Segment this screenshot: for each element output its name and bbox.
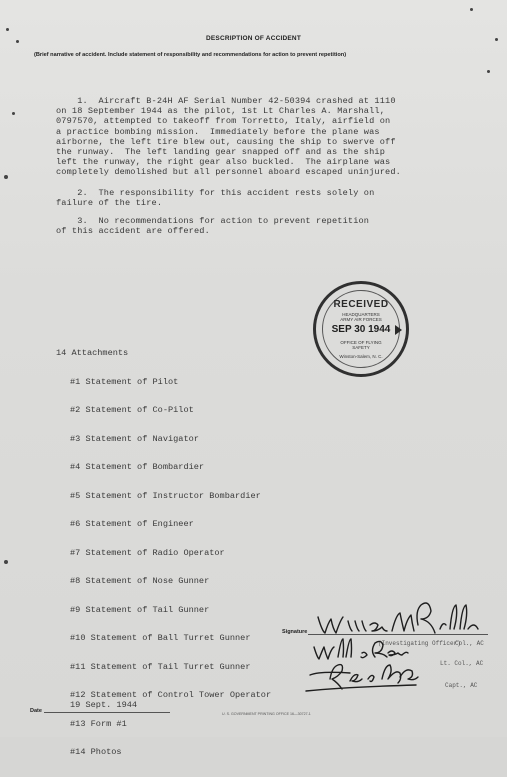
attachment-item: #6 Statement of Engineer <box>70 519 194 529</box>
form-instruction: (Brief narrative of accident. Include statement of responsibility and recommendations for action to prevent repetition) <box>34 52 347 58</box>
narrative-paragraph-2: 2. The responsibility for this accident rests solely on failure of the tire. <box>56 188 375 209</box>
stamp-place: Winston-Salem, N. C. <box>339 354 383 359</box>
attachment-item: #11 Statement of Tail Turret Gunner <box>70 661 251 672</box>
attachment-item: #13 Form #1 <box>70 718 127 729</box>
signature-label: Signature <box>282 629 308 635</box>
stamp-date: SEP 30 1944 <box>331 324 391 335</box>
stamp-received: RECEIVED <box>333 299 389 310</box>
paper-speck <box>495 38 498 41</box>
page-title: DESCRIPTION OF ACCIDENT <box>205 35 301 42</box>
printer-imprint: U. S. GOVERNMENT PRINTING OFFICE 16—30727-1 <box>222 712 311 716</box>
signature-rank-2: Lt. Col., AC <box>440 660 484 667</box>
signature-title: (Investigating Officer) <box>378 640 461 647</box>
narrative-paragraph-3: 3. No recommendations for action to prevent repetition of this accident are offered. <box>56 216 370 237</box>
attachment-item: #14 Photos <box>70 747 122 757</box>
paper-speck <box>470 8 473 11</box>
signature-rank-1: Col., AC <box>455 640 484 647</box>
stamp-arrow-icon <box>395 325 402 335</box>
attachment-item: #9 Statement of Tail Gunner <box>70 604 210 615</box>
attachment-item: #3 Statement of Navigator <box>70 433 199 444</box>
attachment-item: #5 Statement of Instructor Bombardier <box>70 490 261 501</box>
attachment-item: #1 Statement of Pilot <box>70 376 179 387</box>
date-line <box>44 712 170 713</box>
paper-speck <box>12 112 15 115</box>
handwritten-signatures <box>300 595 507 725</box>
signature-rank-3: Capt., AC <box>445 682 478 689</box>
narrative-paragraph-1: 1. Aircraft B-24H AF Serial Number 42-50394 crashed at 1110 on 18 September 1944 as the pilot, 1st Lt Charles A. Marshall, 0797570, attempted to takeoff from Torretto, Italy, airfield on a practice bombing mission. Immediately before the plane was airborne, the left tire blew out, causing the ship to swerve off the runway. The left landing gear snapped off and as the ship left the runway, the right gear also buckled. The airplane was completely demolished but all personnel aboard escaped uninjured. <box>56 96 401 178</box>
attachment-item: #7 Statement of Radio Operator <box>70 547 225 558</box>
attachment-item: #2 Statement of Co-Pilot <box>70 405 194 415</box>
stamp-office: OFFICE OF FLYING SAFETY <box>340 340 382 350</box>
attachment-item: #12 Statement of Control Tower Operator <box>70 690 272 700</box>
stamp-headquarters: HEADQUARTERS ARMY AIR FORCES <box>340 312 382 322</box>
paper-speck <box>4 560 8 564</box>
paper-speck <box>16 40 19 43</box>
received-stamp <box>313 281 409 377</box>
attachment-item: #4 Statement of Bombardier <box>70 462 205 472</box>
date-value: 19 Sept. 1944 <box>70 700 138 710</box>
date-label: Date <box>30 708 42 714</box>
paper-speck <box>487 70 490 73</box>
attachment-item: #8 Statement of Nose Gunner <box>70 576 210 586</box>
paper-speck <box>6 28 9 31</box>
attachments-heading: 14 Attachments <box>56 348 129 358</box>
paper-speck <box>4 175 8 179</box>
attachment-item: #10 Statement of Ball Turret Gunner <box>70 633 251 643</box>
